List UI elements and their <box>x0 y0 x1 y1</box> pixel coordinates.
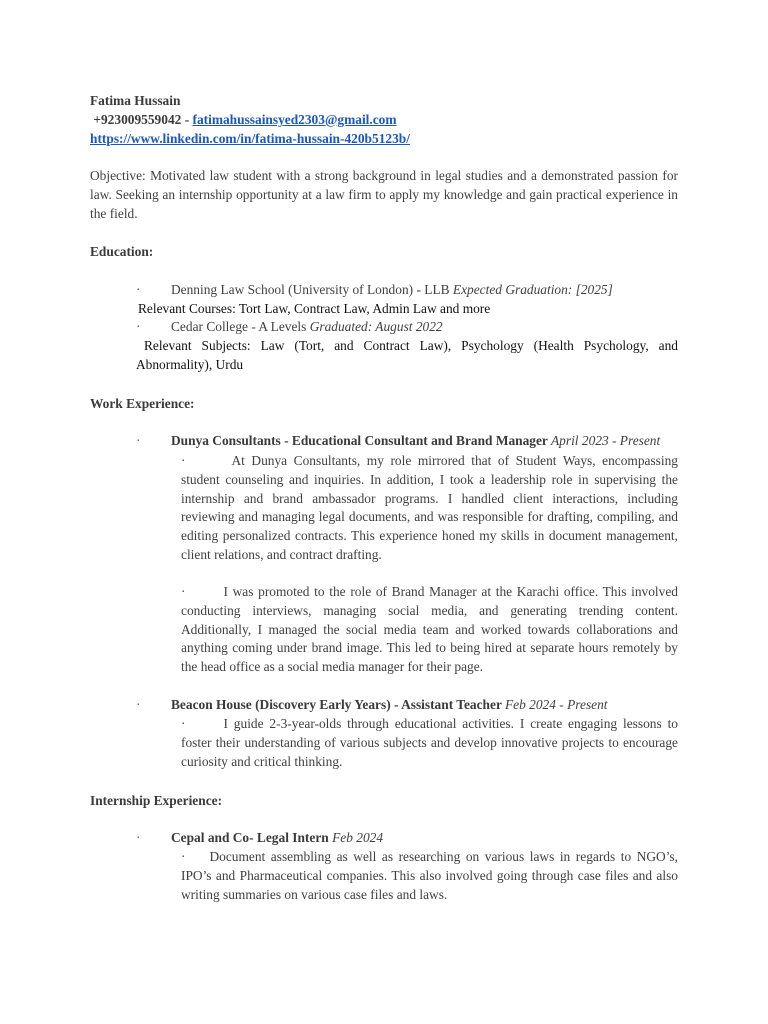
objective-text: Objective: Motivated law student with a strong background in legal studies and a demonstrated passion for law. Seeking an internship opportunity at a law firm to apply my knowledge and gain practical experience in the field. <box>90 168 678 221</box>
education-date: Expected Graduation: [2025] <box>452 282 613 297</box>
education-heading: Education: <box>90 244 154 259</box>
job-title: Beacon House (Discovery Early Years) - Assistant Teacher <box>171 697 505 712</box>
internship-title: Cepal and Co- Legal Intern <box>171 830 333 845</box>
bullet-icon: · <box>136 830 141 845</box>
education-date: Graduated: August 2022 <box>309 319 443 334</box>
bullet-icon: · <box>136 433 141 448</box>
education-institution: Denning Law School (University of London) - LLB <box>171 282 453 297</box>
contact-header: Fatima Hussain +923009559042 - fatimahussainsyed2303@gmail.com https://www.linkedin.com/in/fatima-hussain-420b5123b/ <box>90 92 678 148</box>
internship-heading: Internship Experience: <box>90 793 223 808</box>
job-point: · I guide 2-3-year-olds through educational activities. I create engaging lessons to foster their understanding of various subjects and develop innovative projects to encourage curiosity and critical thinking. <box>181 716 678 769</box>
phone-number: +923009559042 <box>93 111 182 127</box>
job-title: Dunya Consultants - Educational Consultant and Brand Manager <box>171 433 551 448</box>
bullet-icon: · <box>136 282 141 297</box>
linkedin-link[interactable]: https://www.linkedin.com/in/fatima-hussain-420b5123b/ <box>90 130 410 146</box>
applicant-name: Fatima Hussain <box>90 93 181 108</box>
internship-date: Feb 2024 <box>332 830 384 845</box>
internship-point: · Document assembling as well as researching on various laws in regards to NGO’s, IPO’s and Pharmaceutical companies. This also involved going through case files and also writing summaries on various case files and laws. <box>181 849 678 902</box>
email-link[interactable]: fatimahussainsyed2303@gmail.com <box>192 111 397 127</box>
job-point: · I was promoted to the role of Brand Manager at the Karachi office. This involved conducting interviews, managing social media, and generating trending content. Additionally, I managed the social media team and worked towards collaborations and anything coming under brand image. This led to being hired at separate hours remotely by the head office as a social media manager for their page. <box>181 584 678 675</box>
job-date: April 2023 - Present <box>551 433 661 448</box>
job-date: Feb 2024 - Present <box>505 697 608 712</box>
education-detail: Relevant Subjects: Law (Tort, and Contract Law), Psychology (Health Psychology, and Abnormality), Urdu <box>136 338 678 372</box>
bullet-icon: · <box>136 319 141 334</box>
education-institution: Cedar College - A Levels <box>171 319 310 334</box>
bullet-icon: · <box>136 697 141 712</box>
education-detail: Relevant Courses: Tort Law, Contract Law, Admin Law and more <box>138 301 491 316</box>
job-point: · At Dunya Consultants, my role mirrored that of Student Ways, encompassing student counseling and inquiries. In addition, I took a leadership role in supervising the internship and brand ambassador programs. I handled client interactions, including reviewing and managing legal documents, and was responsible for drafting, compiling, and editing personalized contracts. This experience honed my skills in document management, client relations, and contract drafting. <box>181 453 678 562</box>
work-heading: Work Experience: <box>90 396 195 411</box>
